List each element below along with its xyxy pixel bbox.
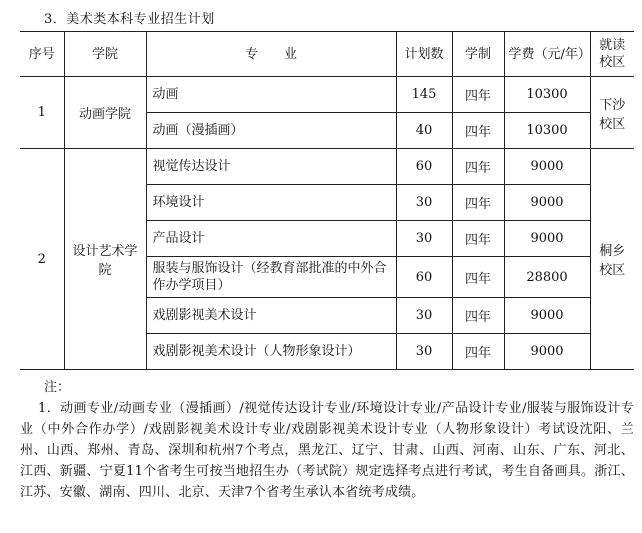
duration-cell: 四年 — [452, 113, 504, 149]
group-campus: 下沙校区 — [590, 77, 634, 149]
fee-cell: 9000 — [504, 221, 590, 257]
quota-cell: 30 — [396, 185, 452, 221]
fee-cell: 9000 — [504, 298, 590, 334]
major-cell: 视觉传达设计 — [146, 149, 396, 185]
duration-cell: 四年 — [452, 149, 504, 185]
table-header-row — [20, 32, 634, 77]
table-row — [20, 149, 634, 185]
quota-cell: 30 — [396, 221, 452, 257]
fee-cell: 9000 — [504, 185, 590, 221]
quota-cell: 60 — [396, 149, 452, 185]
duration-cell: 四年 — [452, 221, 504, 257]
notes-label: 注： — [44, 380, 71, 395]
fee-cell: 10300 — [504, 77, 590, 113]
header-seq: 序号 — [20, 32, 64, 77]
section-heading: 3．美术类本科专业招生计划 — [44, 12, 215, 27]
major-cell: 戏剧影视美术设计（人物形象设计） — [146, 334, 396, 370]
quota-cell: 30 — [396, 334, 452, 370]
header-college: 学院 — [64, 32, 146, 77]
duration-cell: 四年 — [452, 334, 504, 370]
duration-cell: 四年 — [452, 298, 504, 334]
quota-cell: 30 — [396, 298, 452, 334]
quota-cell: 60 — [396, 257, 452, 298]
header-major: 专 业 — [146, 32, 396, 77]
header-quota: 计划数 — [396, 32, 452, 77]
fee-cell: 9000 — [504, 334, 590, 370]
major-cell: 产品设计 — [146, 221, 396, 257]
fee-cell: 28800 — [504, 257, 590, 298]
quota-cell: 40 — [396, 113, 452, 149]
group-seq: 1 — [20, 77, 64, 149]
enrollment-plan-table — [20, 31, 634, 370]
fee-cell: 9000 — [504, 149, 590, 185]
major-cell: 环境设计 — [146, 185, 396, 221]
header-duration: 学制 — [452, 32, 504, 77]
major-cell: 动画 — [146, 77, 396, 113]
fee-cell: 10300 — [504, 113, 590, 149]
major-cell: 服装与服饰设计（经教育部批准的中外合作办学项目） — [146, 257, 396, 298]
quota-cell: 145 — [396, 77, 452, 113]
header-campus: 就读校区 — [590, 32, 634, 77]
duration-cell: 四年 — [452, 77, 504, 113]
notes-section — [20, 377, 634, 503]
group-campus: 桐乡校区 — [590, 149, 634, 370]
group-college: 动画学院 — [64, 77, 146, 149]
notes-text: 1．动画专业/动画专业（漫插画）/视觉传达设计专业/环境设计专业/产品设计专业/服装与服饰设计专业（中外合作办学）/戏剧影视美术设计专业/戏剧影视美术设计专业（人物形象设计）考试设沈阳、兰州、山西、郑州、青岛、深圳和杭州7个考点，黑龙江、辽宁、甘肃、山西、河南、山东、广东、河北、江西、新疆、宁夏11个省考生可按当地招生办（考试院）规定选择考点进行考试，考生自备画具。浙江、江苏、安徽、湖南、四川、北京、天津7个省考生承认本省统考成绩。 — [20, 401, 634, 500]
duration-cell: 四年 — [452, 257, 504, 298]
header-fee: 学费（元/年） — [504, 32, 590, 77]
table-row — [20, 77, 634, 113]
major-cell: 戏剧影视美术设计 — [146, 298, 396, 334]
group-college: 设计艺术学院 — [64, 149, 146, 370]
group-seq: 2 — [20, 149, 64, 370]
major-cell: 动画（漫插画） — [146, 113, 396, 149]
duration-cell: 四年 — [452, 185, 504, 221]
